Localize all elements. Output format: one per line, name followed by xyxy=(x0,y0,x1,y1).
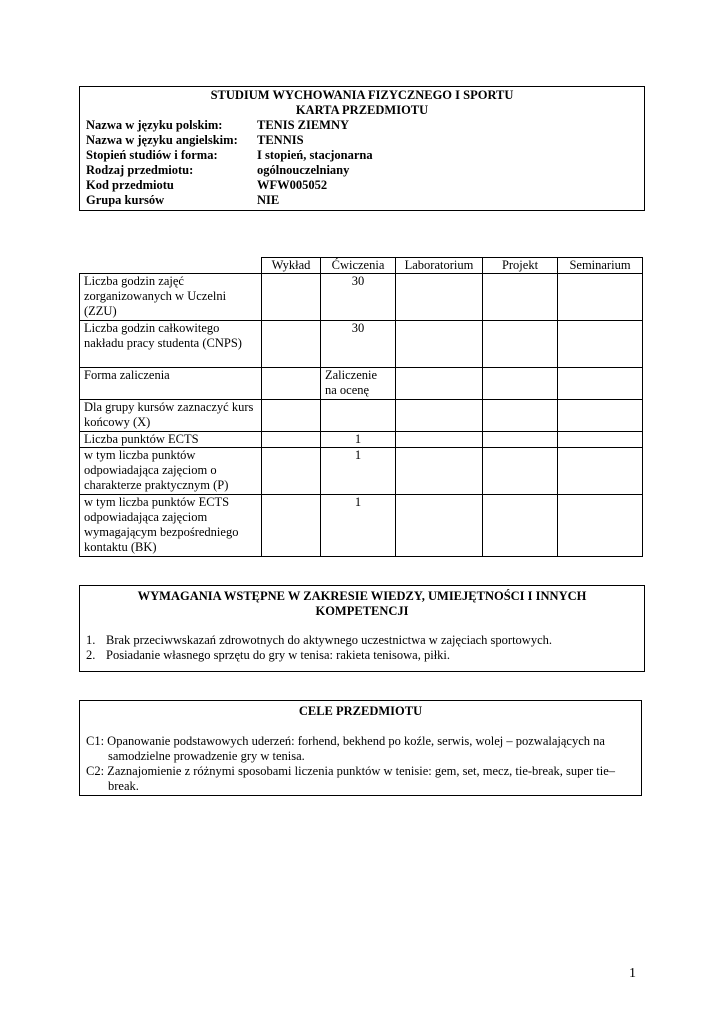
info-label: Nazwa w języku polskim: xyxy=(86,118,223,132)
list-number: 2. xyxy=(86,648,96,662)
column-header: Seminarium xyxy=(558,258,643,274)
table-row xyxy=(80,274,643,321)
info-row-english-name xyxy=(86,133,638,148)
column-header: Wykład xyxy=(262,258,321,274)
hours-table xyxy=(79,257,643,557)
list-item xyxy=(86,648,638,663)
cell xyxy=(262,400,321,432)
info-label: Kod przedmiotu xyxy=(86,178,174,192)
cell xyxy=(262,321,321,368)
info-label: Grupa kursów xyxy=(86,193,165,207)
row-label: Liczba godzin całkowitego nakładu pracy studenta (CNPS) xyxy=(80,321,262,368)
empty-header-cell xyxy=(80,258,262,274)
cell xyxy=(396,274,483,321)
table-header-row xyxy=(80,258,643,274)
info-value: TENNIS xyxy=(257,133,304,147)
requirements-title: WYMAGANIA WSTĘPNE W ZAKRESIE WIEDZY, UMIEJĘTNOŚCI I INNYCH KOMPETENCJI xyxy=(137,589,587,618)
cell xyxy=(396,495,483,557)
row-label: w tym liczba punktów odpowiadająca zajęciom o charakterze praktycznym (P) xyxy=(80,448,262,495)
cell xyxy=(483,274,558,321)
cell xyxy=(262,274,321,321)
cwiczenia-cell: 1 xyxy=(321,448,396,495)
table-row xyxy=(80,495,643,557)
cell xyxy=(483,321,558,368)
table-row xyxy=(80,448,643,495)
cell xyxy=(262,448,321,495)
row-label: w tym liczba punktów ECTS odpowiadająca zajęciom wymagającym bezpośredniego kontaktu (BK) xyxy=(80,495,262,557)
cwiczenia-cell: 1 xyxy=(321,495,396,557)
cell xyxy=(558,432,643,448)
info-value: ogólnouczelniany xyxy=(257,163,350,177)
table-row xyxy=(80,321,643,368)
info-value: TENIS ZIEMNY xyxy=(257,118,350,132)
info-label: Nazwa w języku angielskim: xyxy=(86,133,238,147)
study-title: STUDIUM WYCHOWANIA FIZYCZNEGO I SPORTU xyxy=(210,88,514,102)
cell xyxy=(262,495,321,557)
info-row-study-level xyxy=(86,148,638,163)
info-label: Rodzaj przedmiotu: xyxy=(86,163,194,177)
cell xyxy=(483,432,558,448)
cell xyxy=(483,448,558,495)
cell xyxy=(558,495,643,557)
cwiczenia-cell: 1 xyxy=(321,432,396,448)
card-title: KARTA PRZEDMIOTU xyxy=(295,103,429,117)
cell xyxy=(396,448,483,495)
info-value: NIE xyxy=(257,193,280,207)
info-label: Stopień studiów i forma: xyxy=(86,148,218,162)
row-label: Dla grupy kursów zaznaczyć kurs końcowy (X) xyxy=(80,400,262,432)
list-text: Posiadanie własnego sprzętu do gry w tenisa: rakieta tenisowa, piłki. xyxy=(106,648,451,662)
cell xyxy=(396,432,483,448)
cell xyxy=(396,321,483,368)
list-number: 1. xyxy=(86,633,96,647)
info-value: I stopień, stacjonarna xyxy=(257,148,373,162)
requirements-box xyxy=(79,585,645,672)
column-header: Projekt xyxy=(483,258,558,274)
cwiczenia-cell: 30 xyxy=(321,274,396,321)
goals-title: CELE PRZEDMIOTU xyxy=(298,704,423,718)
info-value: WFW005052 xyxy=(257,178,328,192)
table-row xyxy=(80,400,643,432)
info-row-course-type xyxy=(86,163,638,178)
cwiczenia-cell xyxy=(321,400,396,432)
course-header-box xyxy=(79,86,645,211)
cell xyxy=(558,448,643,495)
cwiczenia-cell: Zaliczenie na ocenę xyxy=(321,368,396,400)
list-item xyxy=(86,633,638,648)
info-row-course-code xyxy=(86,178,638,193)
list-text: Brak przeciwwskazań zdrowotnych do aktywnego uczestnictwa w zajęciach sportowych. xyxy=(106,633,553,647)
column-header: Laboratorium xyxy=(396,258,483,274)
info-row-polish-name xyxy=(86,118,638,133)
cell xyxy=(483,368,558,400)
table-row xyxy=(80,368,643,400)
cell xyxy=(262,432,321,448)
cell xyxy=(558,368,643,400)
cell xyxy=(558,321,643,368)
info-row-course-group xyxy=(86,193,638,208)
goal-item: C1: Opanowanie podstawowych uderzeń: forhend, bekhend po koźle, serwis, wolej – pozwalających na samodzielne prowadzenie gry w tenisa. xyxy=(86,734,605,763)
page-number: 1 xyxy=(629,966,636,981)
cell xyxy=(558,274,643,321)
table-row xyxy=(80,432,643,448)
row-label: Forma zaliczenia xyxy=(80,368,262,400)
column-header: Ćwiczenia xyxy=(321,258,396,274)
row-label: Liczba punktów ECTS xyxy=(80,432,262,448)
cell xyxy=(396,368,483,400)
goal-item: C2: Zaznajomienie z różnymi sposobami liczenia punktów w tenisie: gem, set, mecz, tie-break, super tie–break. xyxy=(86,764,616,793)
cell xyxy=(558,400,643,432)
cell xyxy=(396,400,483,432)
cell xyxy=(483,495,558,557)
goals-box xyxy=(79,700,642,796)
cwiczenia-cell: 30 xyxy=(321,321,396,368)
cell xyxy=(262,368,321,400)
row-label: Liczba godzin zajęć zorganizowanych w Uczelni (ZZU) xyxy=(80,274,262,321)
cell xyxy=(483,400,558,432)
